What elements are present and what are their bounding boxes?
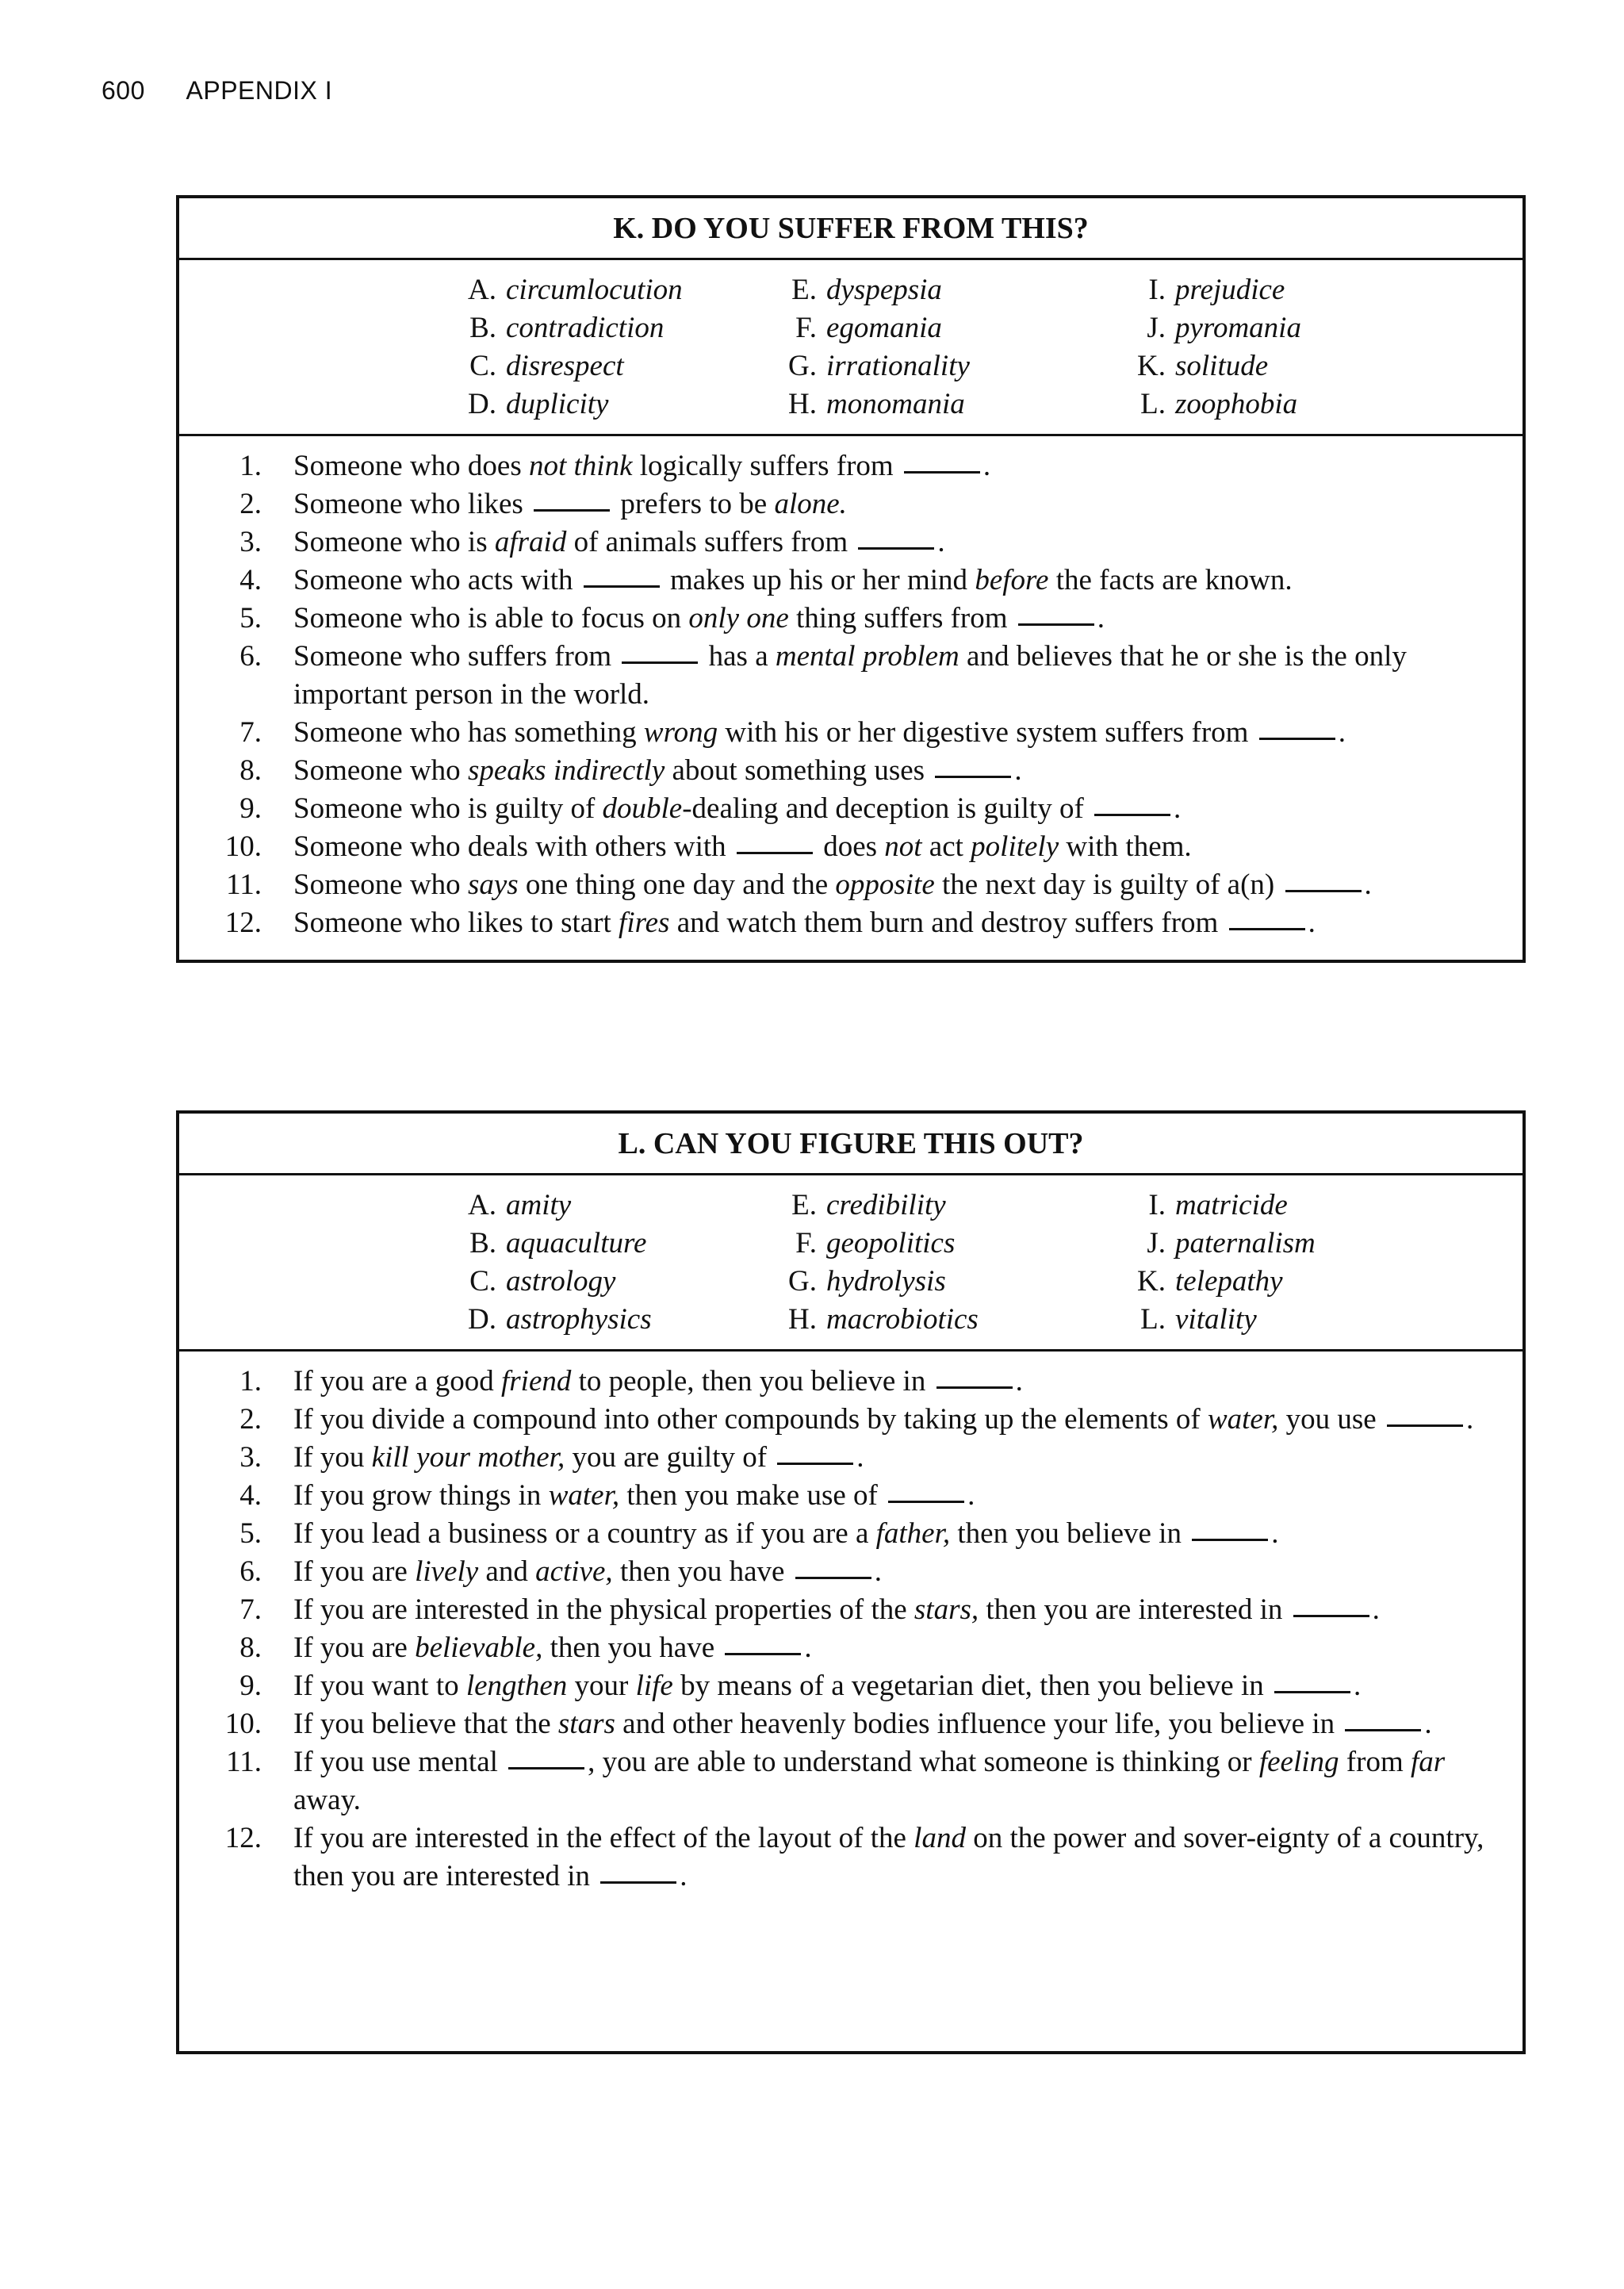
answer-blank [1387,1424,1463,1427]
word-choice [446,1225,652,1263]
answer-blank [622,661,698,664]
choice-letter: J. [1147,312,1166,344]
choice-word: zoophobia [1175,388,1298,420]
word-bank-column [766,1187,979,1339]
emphasized-text: water, [548,1479,620,1512]
word-choice [1115,309,1301,347]
choice-word: hydrolysis [826,1265,946,1298]
choice-word: astrology [506,1265,616,1298]
choice-letter: H. [788,388,817,420]
choice-letter: F. [795,312,817,344]
question-item: 7. Someone who has something wrong with his or her digestive system suffers from . [179,714,1522,752]
word-choice [766,309,970,347]
choice-letter: K. [1137,350,1166,382]
answer-blank [1285,889,1362,892]
question-item: 8. If you are believable, then you have . [179,1629,1522,1667]
section-k-word-bank [179,260,1522,436]
choice-word: disrespect [506,350,624,382]
word-bank-column [446,271,683,424]
emphasized-text: lengthen [465,1670,568,1702]
word-choice [446,271,683,309]
choice-letter: J. [1147,1227,1166,1260]
section-k-box [176,195,1526,963]
question-number: 10. [224,830,262,863]
emphasized-text: stars [557,1708,615,1740]
question-item: 1. If you are a good friend to people, then you believe in . [179,1363,1522,1401]
word-bank-column [1115,1187,1316,1339]
question-item: 3. If you kill your mother, you are guilty of . [179,1439,1522,1477]
question-number: 8. [239,754,262,787]
word-choice [766,1187,979,1225]
choice-word: vitality [1175,1303,1257,1336]
question-number: 2. [239,1403,262,1436]
question-number: 3. [239,1441,262,1474]
choice-word: circumlocution [506,274,683,306]
answer-blank [584,585,660,588]
choice-word: telepathy [1175,1265,1283,1298]
question-number: 8. [239,1631,262,1664]
choice-letter: E. [791,1189,817,1221]
choice-word: matricide [1175,1189,1288,1221]
answer-blank [777,1462,853,1465]
emphasized-text: friend [500,1365,572,1398]
choice-word: macrobiotics [826,1303,979,1336]
emphasized-text: active, [535,1555,613,1588]
emphasized-text: feeling [1258,1746,1339,1778]
choice-word: egomania [826,312,942,344]
word-bank-column [766,271,970,424]
running-head: APPENDIX I [186,76,333,105]
emphasized-text: water, [1207,1403,1279,1436]
choice-letter: G. [788,350,817,382]
answer-blank [904,470,980,474]
choice-letter: E. [791,274,817,306]
question-number: 4. [239,564,262,596]
emphasized-text: afraid [494,526,567,558]
choice-letter: C. [469,350,496,382]
choice-letter: A. [468,1189,496,1221]
question-number: 10. [224,1708,262,1740]
choice-word: solitude [1175,350,1269,382]
word-bank-column [1115,271,1301,424]
word-choice [1115,1301,1316,1339]
emphasized-text: believable, [415,1631,543,1664]
question-item: 12. If you are interested in the effect of the layout of the land on the power and sover-eignty of a country, then you are interested in . [179,1819,1522,1896]
answer-blank [534,508,610,512]
choice-word: duplicity [506,388,609,420]
word-choice [766,271,970,309]
question-item: 7. If you are interested in the physical properties of the stars, then you are interested in . [179,1591,1522,1629]
choice-letter: D. [468,388,496,420]
answer-blank [1274,1690,1350,1693]
question-item: 10. If you believe that the stars and other heavenly bodies influence your life, you believe in . [179,1705,1522,1743]
question-number: 5. [239,1517,262,1550]
section-l-questions [179,1352,1522,1896]
word-choice [446,1301,652,1339]
question-number: 1. [239,1365,262,1398]
word-bank-column [446,1187,652,1339]
emphasized-text: alone. [774,488,847,520]
page-number: 600 [102,76,145,105]
question-item: 11. If you use mental , you are able to understand what someone is thinking or feeling from far away. [179,1743,1522,1819]
section-l-word-bank [179,1175,1522,1352]
question-number: 7. [239,1593,262,1626]
choice-word: aquaculture [506,1227,647,1260]
word-choice [1115,1225,1316,1263]
choice-letter: I. [1148,274,1166,306]
choice-letter: D. [468,1303,496,1336]
answer-blank [1229,927,1305,930]
answer-blank [935,775,1011,778]
emphasized-text: fires [619,907,670,939]
question-item: 4. Someone who acts with makes up his or her mind before the facts are known. [179,562,1522,600]
word-choice [446,347,683,385]
choice-word: geopolitics [826,1227,956,1260]
section-l-box [176,1110,1526,2054]
question-number: 4. [239,1479,262,1512]
choice-letter: F. [795,1227,817,1260]
choice-word: dyspepsia [826,274,942,306]
emphasized-text: speaks indirectly [467,754,665,787]
choice-letter: G. [788,1265,817,1298]
answer-blank [1293,1614,1369,1617]
choice-letter: H. [788,1303,817,1336]
emphasized-text: lively [415,1555,479,1588]
question-number: 6. [239,1555,262,1588]
answer-blank [600,1881,676,1884]
choice-word: pyromania [1175,312,1301,344]
word-choice [1115,1263,1316,1301]
question-number: 3. [239,526,262,558]
question-number: 11. [226,1746,262,1778]
answer-blank [1192,1538,1268,1541]
word-choice [1115,385,1301,424]
question-item: 3. Someone who is afraid of animals suffers from . [179,523,1522,562]
emphasized-text: opposite [835,868,935,901]
word-choice [766,347,970,385]
emphasized-text: double [602,792,683,825]
emphasized-text: politely [971,830,1059,863]
choice-letter: A. [468,274,496,306]
section-l-title: L. CAN YOU FIGURE THIS OUT? [179,1114,1522,1175]
answer-blank [1094,813,1170,816]
emphasized-text: mental problem [775,640,959,673]
emphasized-text: stars, [914,1593,979,1626]
word-choice [446,309,683,347]
emphasized-text: far [1410,1746,1446,1778]
section-k-title: K. DO YOU SUFFER FROM THIS? [179,198,1522,260]
emphasized-text: land [914,1822,966,1854]
question-item: 2. If you divide a compound into other compounds by taking up the elements of water, you use . [179,1401,1522,1439]
word-choice [766,1225,979,1263]
word-choice [446,1263,652,1301]
question-number: 12. [224,907,262,939]
question-number: 5. [239,602,262,635]
answer-blank [888,1500,964,1503]
choice-word: amity [506,1189,572,1221]
choice-word: credibility [826,1189,946,1221]
word-choice [766,385,970,424]
word-choice [1115,271,1301,309]
emphasized-text: life [635,1670,673,1702]
choice-word: contradiction [506,312,665,344]
answer-blank [508,1766,584,1769]
word-choice [1115,1187,1316,1225]
question-number: 9. [239,792,262,825]
question-item: 5. If you lead a business or a country as if you are a father, then you believe in . [179,1515,1522,1553]
page-header [102,76,332,105]
word-choice [1115,347,1301,385]
word-choice [766,1301,979,1339]
choice-letter: L. [1140,1303,1166,1336]
question-item: 1. Someone who does not think logically suffers from . [179,447,1522,485]
question-item: 6. Someone who suffers from has a mental problem and believes that he or she is the only important person in the world. [179,638,1522,714]
choice-letter: B. [469,312,496,344]
choice-letter: I. [1148,1189,1166,1221]
question-number: 6. [239,640,262,673]
emphasized-text: kill your mother, [371,1441,565,1474]
choice-letter: C. [469,1265,496,1298]
question-number: 2. [239,488,262,520]
question-number: 11. [226,868,262,901]
question-item: 9. If you want to lengthen your life by means of a vegetarian diet, then you believe in . [179,1667,1522,1705]
emphasized-text: father, [875,1517,951,1550]
choice-letter: B. [469,1227,496,1260]
choice-letter: K. [1137,1265,1166,1298]
question-item: 11. Someone who says one thing one day and the opposite the next day is guilty of a(n) . [179,866,1522,904]
emphasized-text: wrong [643,716,718,749]
question-item: 5. Someone who is able to focus on only one thing suffers from . [179,600,1522,638]
question-item: 6. If you are lively and active, then you have . [179,1553,1522,1591]
choice-word: astrophysics [506,1303,652,1336]
emphasized-text: not [884,830,922,863]
question-item: 9. Someone who is guilty of double-dealing and deception is guilty of . [179,790,1522,828]
word-choice [446,385,683,424]
question-item: 4. If you grow things in water, then you make use of . [179,1477,1522,1515]
question-number: 9. [239,1670,262,1702]
choice-word: irrationality [826,350,970,382]
emphasized-text: not think [529,450,633,482]
question-number: 7. [239,716,262,749]
section-k-questions [179,436,1522,942]
question-item: 2. Someone who likes prefers to be alone. [179,485,1522,523]
choice-letter: L. [1140,388,1166,420]
choice-word: paternalism [1175,1227,1316,1260]
word-choice [446,1187,652,1225]
answer-blank [1259,737,1335,740]
choice-word: monomania [826,388,965,420]
choice-word: prejudice [1175,274,1285,306]
question-number: 1. [239,450,262,482]
answer-blank [737,851,813,854]
answer-blank [858,546,934,550]
question-number: 12. [224,1822,262,1854]
answer-blank [725,1652,801,1655]
question-item: 8. Someone who speaks indirectly about something uses . [179,752,1522,790]
emphasized-text: before [975,564,1049,596]
question-item: 10. Someone who deals with others with does not act politely with them. [179,828,1522,866]
emphasized-text: says [467,868,519,901]
emphasized-text: only one [688,602,789,635]
answer-blank [795,1576,871,1579]
question-item: 12. Someone who likes to start fires and watch them burn and destroy suffers from . [179,904,1522,942]
answer-blank [1018,623,1094,626]
word-choice [766,1263,979,1301]
answer-blank [936,1386,1013,1389]
answer-blank [1345,1728,1421,1731]
